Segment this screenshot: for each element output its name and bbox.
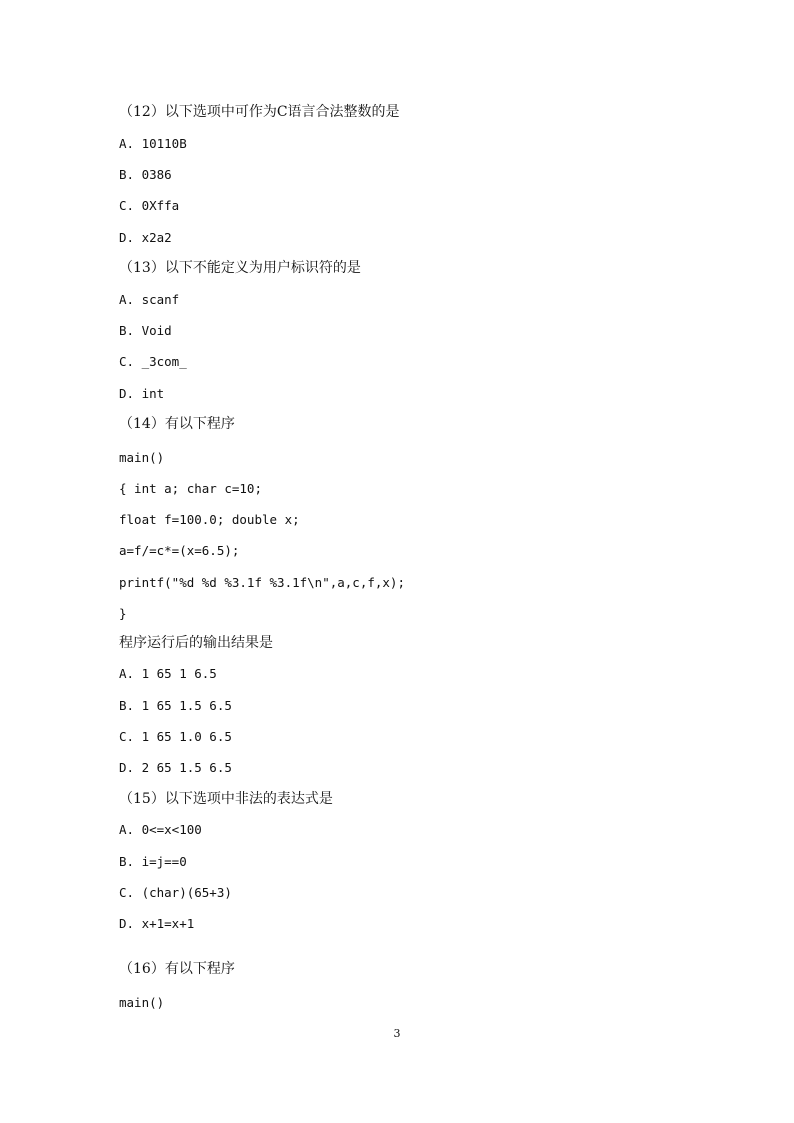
- question-15-option-a: A. 0<=x<100: [119, 822, 202, 837]
- question-14-code-line: main(): [119, 450, 165, 465]
- question-12-option-b: B. 0386: [119, 167, 172, 182]
- question-14-code-line: a=f/=c*=(x=6.5);: [119, 543, 240, 558]
- question-14-option-c: C. 1 65 1.0 6.5: [119, 729, 232, 744]
- page-number: 3: [393, 1027, 401, 1040]
- question-12-option-d: D. x2a2: [119, 230, 172, 245]
- question-15-option-d: D. x+1=x+1: [119, 916, 195, 931]
- question-14-prompt: 程序运行后的输出结果是: [119, 635, 273, 651]
- question-14-stem: （14）有以下程序: [119, 416, 235, 432]
- question-14-code-line: float f=100.0; double x;: [119, 512, 300, 527]
- question-12-option-c: C. 0Xffa: [119, 198, 180, 213]
- question-12-option-a: A. 10110B: [119, 136, 187, 151]
- question-13-option-c: C. _3com_: [119, 354, 187, 369]
- question-12-stem: （12）以下选项中可作为C语言合法整数的是: [119, 104, 400, 120]
- question-13-option-a: A. scanf: [119, 292, 180, 307]
- question-13-option-b: B. Void: [119, 323, 172, 338]
- question-14-option-b: B. 1 65 1.5 6.5: [119, 698, 232, 713]
- question-15-stem: （15）以下选项中非法的表达式是: [119, 791, 333, 807]
- question-14-code-line: }: [119, 606, 127, 621]
- question-16-stem: （16）有以下程序: [119, 961, 235, 977]
- question-14-option-a: A. 1 65 1 6.5: [119, 666, 217, 681]
- question-14-code-line: printf("%d %d %3.1f %3.1f\n",a,c,f,x);: [119, 575, 405, 590]
- question-14-option-d: D. 2 65 1.5 6.5: [119, 760, 232, 775]
- question-13-stem: （13）以下不能定义为用户标识符的是: [119, 260, 361, 276]
- question-13-option-d: D. int: [119, 386, 165, 401]
- question-15-option-b: B. i=j==0: [119, 854, 187, 869]
- question-14-code-line: { int a; char c=10;: [119, 481, 262, 496]
- question-15-option-c: C. (char)(65+3): [119, 885, 232, 900]
- question-16-code-line: main(): [119, 995, 165, 1010]
